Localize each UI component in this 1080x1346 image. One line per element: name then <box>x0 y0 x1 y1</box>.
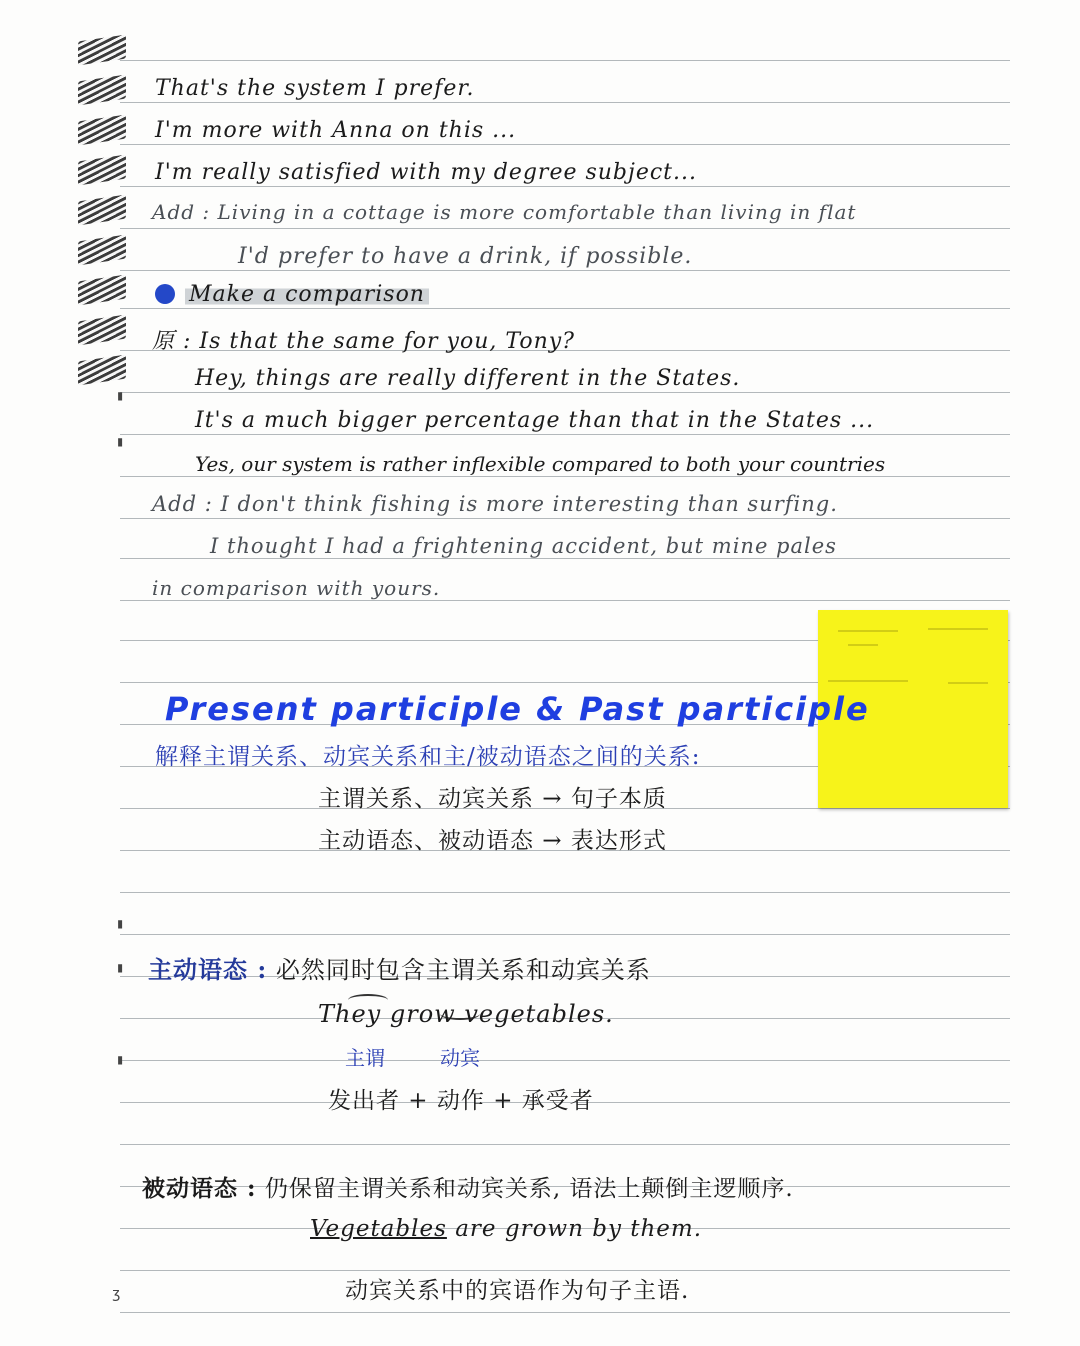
formula-line: 发出者 + 动作 + 承受者 <box>328 1088 594 1114</box>
margin-mark: ▮ <box>116 960 125 976</box>
text-line: Hey, things are really different in the States. <box>195 366 741 391</box>
passive-voice-line <box>142 1170 794 1203</box>
active-label: 主动语态 : <box>148 955 268 984</box>
add-line: I thought I had a frightening accident, but mine pales <box>210 534 837 558</box>
add-text: Living in a cottage is more comfortable than living in flat <box>217 200 857 224</box>
explain-line: 解释主谓关系、动宾关系和主/被动语态之间的关系: <box>155 744 701 770</box>
passive-note: 动宾关系中的宾语作为句子主语. <box>345 1278 690 1304</box>
point-line: 主谓关系、动宾关系 → 句子本质 <box>318 786 667 812</box>
margin-mark: ▮ <box>116 388 125 404</box>
section-heading: Present participle & Past participle <box>165 690 870 728</box>
margin-mark: ʒ <box>112 1286 121 1302</box>
add-label: Add : <box>152 200 211 224</box>
margin-mark: ▮ <box>116 916 125 932</box>
add-label: Add : <box>152 492 213 516</box>
passive-label: 被动语态 : <box>142 1175 257 1202</box>
orig-label: 原 : <box>152 329 192 354</box>
add-line <box>152 200 856 224</box>
add-line: Add : I don't think fishing is more interesting than surfing. <box>152 492 838 516</box>
passive-desc: 仍保留主谓关系和动宾关系, 语法上颠倒主逻顺序. <box>264 1176 794 1202</box>
tag-object: 动宾 <box>440 1046 480 1070</box>
active-example: They grow vegetables. <box>318 1000 614 1028</box>
bullet-dot-icon <box>155 284 175 304</box>
tag-subject: 主谓 <box>345 1046 385 1070</box>
text-line: I'm really satisfied with my degree subject... <box>155 160 697 185</box>
spiral-binding <box>78 30 138 450</box>
point-line: 主动语态、被动语态 → 表达形式 <box>318 828 667 854</box>
text-line: Yes, our system is rather inflexible compared to both your countries <box>195 452 886 476</box>
margin-mark: ▮ <box>116 1052 125 1068</box>
text-line: It's a much bigger percentage than that in the States ... <box>195 408 875 433</box>
active-voice-line <box>148 950 651 985</box>
text-line: That's the system I prefer. <box>155 76 475 101</box>
section-title: Make a comparison <box>155 282 429 307</box>
add-line: I'd prefer to have a drink, if possible. <box>238 244 693 269</box>
add-line: in comparison with yours. <box>152 576 441 600</box>
active-desc: 必然同时包含主谓关系和动宾关系 <box>275 956 651 984</box>
text-line: 原 : Is that the same for you, Tony? <box>152 329 575 354</box>
margin-mark: ▮ <box>116 434 125 450</box>
underlined-word: Vegetables <box>310 1216 447 1242</box>
passive-example: Vegetables are grown by them. <box>310 1216 703 1242</box>
text-line: I'm more with Anna on this ... <box>155 118 517 143</box>
